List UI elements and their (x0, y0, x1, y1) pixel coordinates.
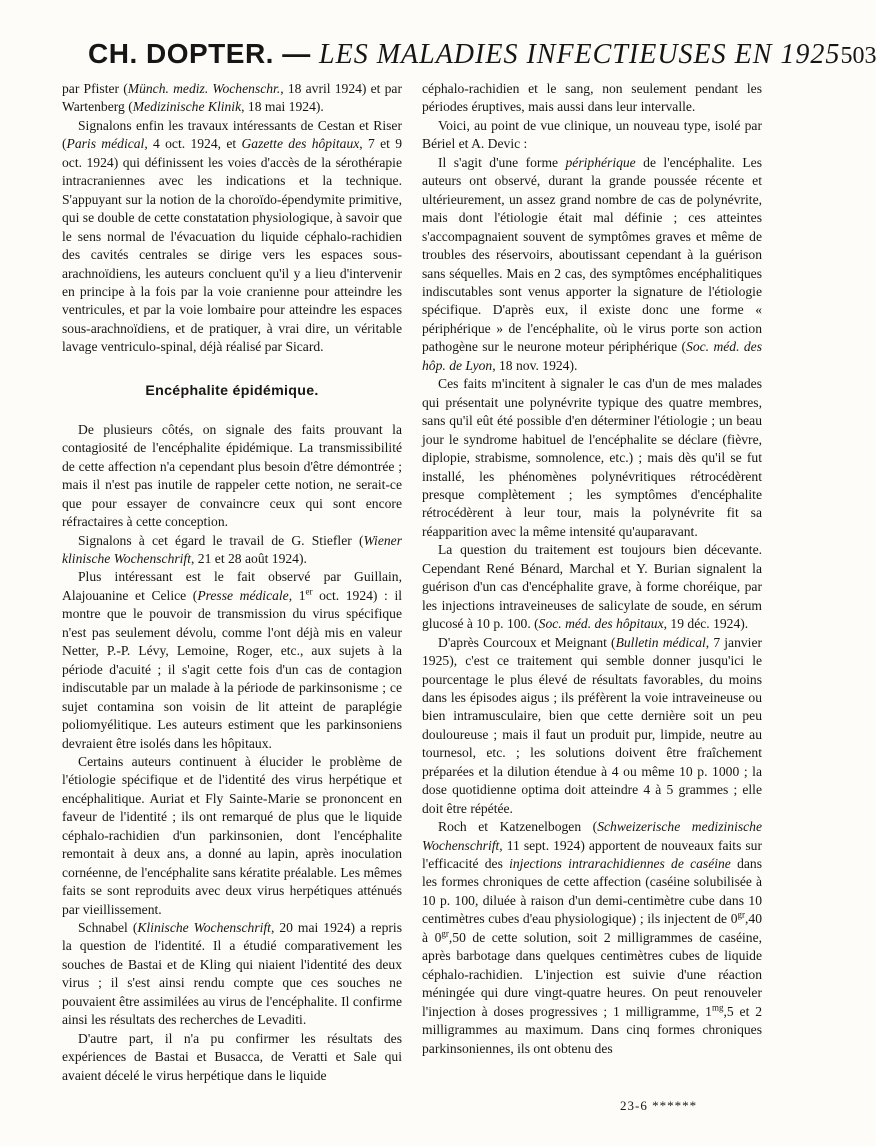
two-column-body (62, 80, 764, 1110)
left-column (62, 80, 402, 1110)
header-author: CH. DOPTER. — (88, 38, 311, 69)
paragraph: Schnabel (Klinische Wochenschrift, 20 mai 1924) a repris la question de l'identité. Il a étudié comparativement les souches de Bastai et de Kling qui niaient l'identité des deux virus ; il s'est ainsi rendu compte que ces souches ne pouvaient être assimilées au virus de l'encéphalite. Il confirme ainsi les résultats des recherches de Levaditi. (62, 920, 402, 1028)
paragraph: D'autre part, il n'a pu confirmer les résultats des expériences de Bastai et Busacca, de Veratti et Sale qui avaient décelé le virus herpétique dans le liquide (62, 1030, 402, 1083)
paragraph: Roch et Katzenelbogen (Schweizerische medizinische Wochenschrift, 11 sept. 1924) apportent de nouveaux faits sur l'efficacité des injections intrarachidiennes de caséine dans les formes chroniques de cette affection (caséine solubilisée à 10 p. 100, diluée à raison d'un demi-centimètre cube dans 10 centimètres cubes d'eau physiologique) ; ils injectent de $0^{gr},40$ à $0^{gr},50$ de cette solution, soit 2 milligrammes de caséine, après barbotage dans quelques centimètres cubes de liquide céphalo-rachidien. L'injection est suivie d'une réaction méningée qui dure vingt-quatre heures. On peut renouveler l'injection à doses progressives ; 1 milligramme, $1^{mg},5$ et 2 milligrammes au maximum. Dans cinq formes chroniques parkinsoniennes, ils ont obtenu des (422, 819, 763, 1056)
paragraph: Il s'agit d'une forme périphérique de l'encéphalite. Les auteurs ont observé, durant la grande poussée récente et ultérieurement, un assez grand nombre de cas de polynévrite, mais dont l'étiologie était mal définie ; ces atteintes s'accompagnaient souvent de symptômes graves et même de troubles des réservoirs, aboutissant cependant à la guérison sans séquelles. Mais en 2 cas, des symptômes encéphalitiques indiscutables sont venus apporter la signature de l'étiologie spécifique. D'après eux, il existe donc une forme « périphérique » de l'encéphalite, où le virus porte son action pathogène sur le neurone moteur périphérique (Soc. méd. des hôp. de Lyon, 18 nov. 1924). (422, 154, 763, 373)
printer-signature: 23-6 ****** (620, 1098, 698, 1113)
page-number: 503 (840, 43, 876, 69)
paragraph: Plus intéressant est le fait observé par Guillain, Alajouanine et Celice (Presse médicale, 1er oct. 1924) : il montre que le pouvoir de transmission du virus spécifique n'est pas seulement dévolu, comme l'ont déjà mis en valeur Netter, P.-P. Lévy, Lemoine, Roger, etc., aux sujets à la période d'acuité ; il s'agit cette fois d'un cas de contagion indiscutable par un malade à la période de parkinsonisme ; ce sujet contamina son voisin de lit atteint de paraplégie poliomyélitique. Les auteurs estiment que les parkinsoniens devraient être isolés dans les hôpitaux. (62, 569, 402, 751)
right-column (422, 80, 762, 1110)
paragraph: Voici, au point de vue clinique, un nouveau type, isolé par Bériel et A. Devic : (422, 117, 762, 152)
paragraph: par Pfister (Münch. mediz. Wochenschr., 18 avril 1924) et par Wartenberg (Medizinische Klinik, 18 mai 1924). (62, 81, 402, 115)
paragraph: Certains auteurs continuent à élucider le problème de l'étiologie spécifique et de l'identité des virus herpétique et encéphalitique. Auriat et Fly Sainte-Marie se prononcent en faveur de l'identité ; ils ont remarqué de plus que le liquide céphalo-rachidien d'un parkinsonien, dont l'encéphalite remontait à deux ans, a donné au lapin, après inoculation cornéenne, de l'encéphalite sans kératite préalable. Les mêmes faits se sont reproduits avec deux virus herpétiques atténués par vieillissement. (62, 753, 402, 917)
header-title: LES MALADIES INFECTIEUSES EN 1925 (319, 39, 841, 70)
page-header (88, 38, 876, 78)
paragraph: Ces faits m'incitent à signaler le cas d'un de mes malades qui présentait une polynévrite typique des quatre membres, sans qu'il eût été possible d'en déterminer l'étiologie ; un beau jour le syndrome habituel de l'encéphalite se déclare (fièvre, diplopie, strabisme, somnolence, etc.) ; mais dès qu'il se fut installé, les phénomènes polynévritiques rétrocédèrent presque complètement ; les symptômes d'encéphalite rétrocédèrent à leur tour, mais la polynévrite fit sa réapparition avec la même intensité qu'auparavant. (422, 376, 762, 539)
paragraph: céphalo-rachidien et le sang, non seulement pendant les périodes éruptives, mais aussi dans leur intervalle. (422, 81, 762, 115)
section-heading: Encéphalite épidémique. (145, 382, 319, 399)
paragraph: De plusieurs côtés, on signale des faits prouvant la contagiosité de l'encéphalite épidémique. La transmissibilité de cette affection n'a cependant plus besoin d'être démontrée ; mais il n'est pas inutile de rappeler cette notion, ne serait-ce que pour essayer de convaincre ceux qui sont encore réfractaires à cette conception. (62, 421, 402, 530)
paragraph: D'après Courcoux et Meignant (Bulletin médical, 7 janvier 1925), c'est ce traitement qui semble donner jusqu'ici le pourcentage le plus élevé de résultats favorables, du moins dans les épisodes aigus ; ils préfèrent la voie intraveineuse ou bien intramusculaire, bien que cette dernière soit un peu douloureuse ; mais il faut un produit pur, limpide, neutre au tournesol, etc. ; les solutions doivent être fraîchement préparées et la dilution étendue à 4 ou même 10 p. 1000 ; la dose quotidienne optima doit atteindre 4 à 5 grammes ; elle doit être répétée. (422, 634, 763, 816)
paragraph: Signalons à cet égard le travail de G. Stiefler (Wiener klinische Wochenschrift, 21 et 28 août 1924). (62, 532, 402, 566)
running-title (88, 38, 840, 71)
paragraph: Signalons enfin les travaux intéressants de Cestan et Riser (Paris médical, 4 oct. 1924, et Gazette des hôpitaux, 7 et 9 oct. 1924) qui définissent les voies d'accès de la sérothérapie intracraniennes avec les indications et la technique. S'appuyant sur la notion de la choroïdo-épendymite primitive, qui se double de cette constatation physiologique, à savoir que le sens normal de l'évacuation du liquide céphalo-rachidien des cavités centrales se dirige vers les espaces sous-arachnoïdiens, les auteurs concluent qu'il y a lieu d'intervenir en principe à la fois par la voie cranienne pour atteindre les ventricules, et par la voie lombaire pour atteindre les espaces sous-arachnoïdiens, et de pratiquer, à vrai dire, un véritable lavage ventriculo-spinal, déjà réalisé par Sicard. (62, 117, 402, 355)
paragraph: La question du traitement est toujours bien décevante. Cependant René Bénard, Marchal et Y. Burian signalent la guérison d'un cas d'encéphalite grave, à forme choréique, par les injections intraveineuses de salicylate de soude, en sérum glucosé à 10 p. 100. (Soc. méd. des hôpitaux, 19 déc. 1924). (422, 542, 762, 632)
